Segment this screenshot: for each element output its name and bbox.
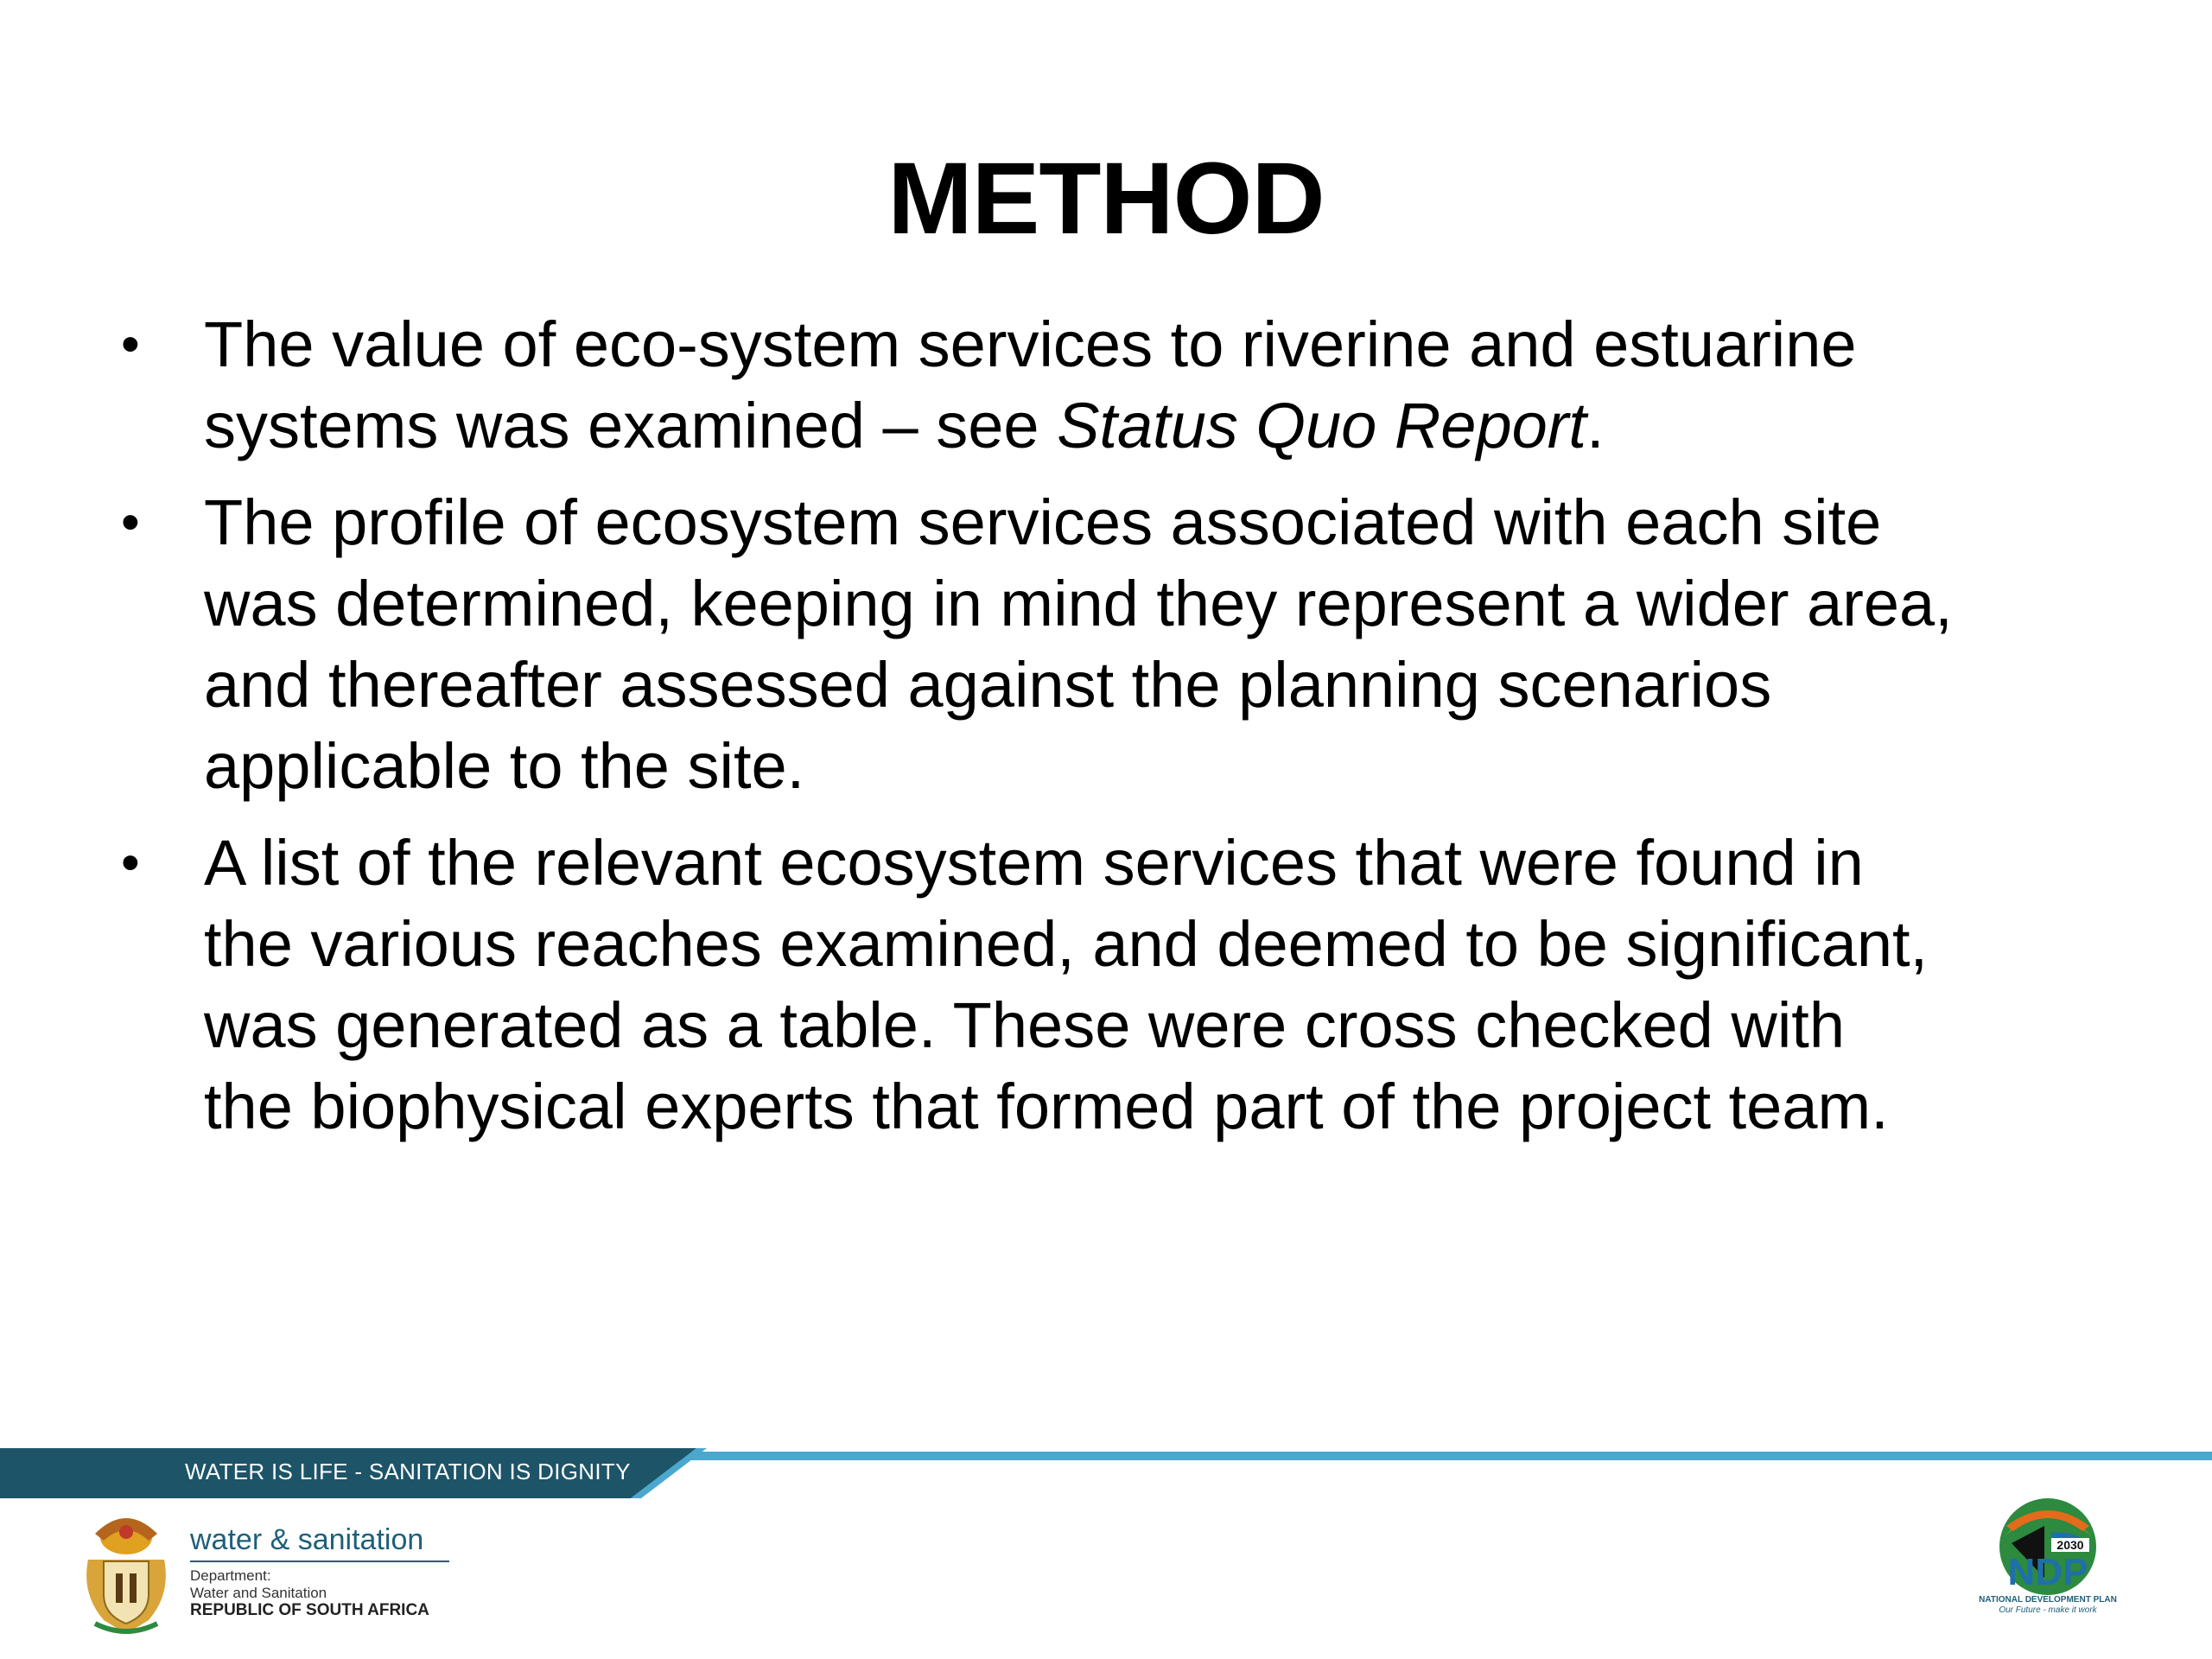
country-name: REPUBLIC OF SOUTH AFRICA [190, 1601, 429, 1619]
slide-title: METHOD [887, 142, 1325, 256]
bullet-line: systems was examined – see [204, 390, 1058, 461]
bullet-line: A list of the relevant ecosystem services that were found in [204, 827, 1864, 899]
bullet-line: The profile of ecosystem services associated with each site [204, 486, 1882, 558]
bullet-item [121, 304, 2108, 467]
ndp-name: NATIONAL DEVELOPMENT PLAN [1979, 1595, 2117, 1605]
ndp-year: 2030 [2056, 1538, 2084, 1552]
department-brand [190, 1522, 449, 1619]
bullet-item [121, 482, 2108, 807]
department-subname: Water and Sanitation [190, 1585, 327, 1601]
footer-slogan: WATER IS LIFE - SANITATION IS DIGNITY [185, 1459, 631, 1484]
ndp-caption [1948, 1595, 2148, 1616]
bullet-line-end: . [1586, 390, 1605, 461]
bullet-marker: • [121, 833, 140, 893]
bullet-line: the various reaches examined, and deemed to be significant, [204, 908, 1929, 980]
ndp-tagline: Our Future - make it work [1999, 1605, 2097, 1615]
department-name: water & sanitation [190, 1522, 449, 1562]
bullet-line: and thereafter assessed against the planning scenarios [204, 649, 1772, 721]
ndp-acronym: NDP [2007, 1551, 2088, 1593]
bullet-line: applicable to the site. [204, 730, 805, 802]
bullet-marker: • [121, 493, 140, 552]
bullet-marker: • [121, 315, 140, 374]
bullet-line: the biophysical experts that formed part of the project team. [204, 1071, 1889, 1142]
bullet-list [121, 304, 2108, 1163]
department-label: Department: [190, 1567, 271, 1584]
coat-of-arms-icon [78, 1508, 175, 1637]
bullet-line: was generated as a table. These were cross checked with [204, 989, 1845, 1061]
bullet-item [121, 823, 2108, 1147]
bullet-line: The value of eco-system services to riverine and estuarine [204, 308, 1857, 380]
report-title: Status Quo Report [1057, 390, 1586, 461]
bullet-line: was determined, keeping in mind they represent a wider area, [204, 568, 1953, 639]
